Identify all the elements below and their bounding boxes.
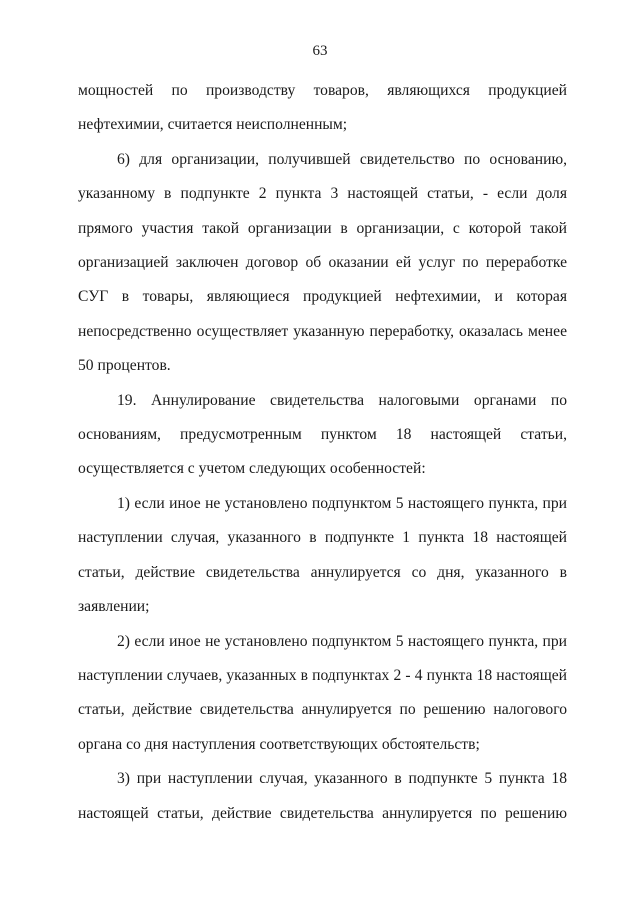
page-number: 63 [312, 43, 328, 59]
paragraph-subitem-1: 1) если иное не установлено подпунктом 5 настоящего пункта, при наступлении случая, указанного в подпункте 1 пункта 18 настоящей статьи, действие свидетельства аннулируется со дня, указанного в заявлении; [78, 494, 567, 616]
paragraph-item-19: 19. Аннулирование свидетельства налоговыми органами по основаниям, предусмотренным пунктом 18 настоящей статьи, осуществляется с учетом следующих особенностей: [78, 391, 567, 478]
paragraph-subitem-2: 2) если иное не установлено подпунктом 5 настоящего пункта, при наступлении случаев, указанных в подпунктах 2 - 4 пункта 18 настоящей статьи, действие свидетельства аннулируется по решению налогового органа со дня наступления соответствующих обстоятельств; [78, 632, 567, 753]
paragraph-subitem-3: 3) при наступлении случая, указанного в подпункте 5 пункта 18 настоящей статьи, действие свидетельства аннулируется по решению [78, 770, 567, 822]
document-body [78, 74, 567, 831]
paragraph-continuation: мощностей по производству товаров, являющихся продукцией нефтехимии, считается неисполненным; [78, 82, 567, 134]
paragraph-subitem-6: 6) для организации, получившей свидетельство по основанию, указанному в подпункте 2 пункта 3 настоящей статьи, - если доля прямого участия такой организации в организации, с которой такой организацией заключен договор об оказании ей услуг по переработке СУГ в товары, являющиеся продукцией нефтехимии, и которая непосредственно осуществляет указанную переработку, оказалась менее 50 процентов. [78, 150, 567, 375]
